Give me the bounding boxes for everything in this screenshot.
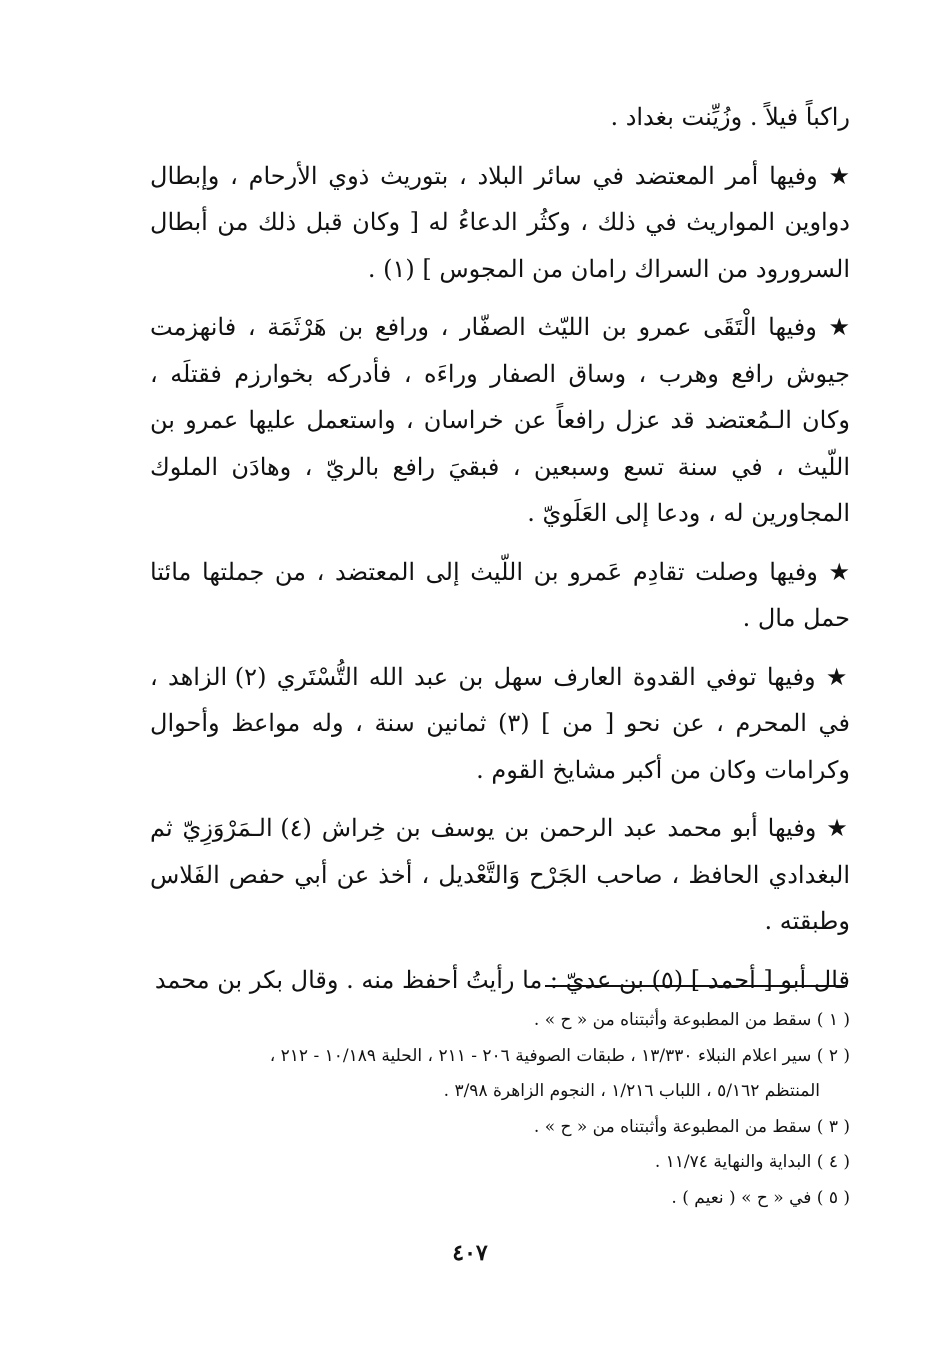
footnote: ( ٢ ) سير اعلام النبلاء ١٣/٣٣٠ ، طبقات الصوفية ٢٠٦ - ٢١١ ، الحلية ١٠/١٨٩ - ٢١٢ ، [269,1045,850,1066]
paragraph: قال أبو [ أحمد ] (٥) بن عديّ : ما رأيتُ أحفظ منه . وقال بكر بن محمد [154,965,850,994]
paragraph: ★ وفيها وصلت تقادِم عَمرو بن اللّيث إلى المعتضد ، من جملتها مائتا حمل مال . [150,557,850,632]
paragraph: ★ وفيها الْتَقَى عمرو بن الليّث الصفّار ، ورافع بن هَرْثَمَة ، فانهزمت جيوش رافع وهرب ، وساق الصفار وراءَه ، فأدركه بخوارزم فقتلَه ، وكان الـمُعتضد قد عزل رافعاً عن خراسان ، واستعمل عليها عمرو بن اللّيث ، في سنة تسع وسبعين ، فبقيَ رافع بالريّ ، وهادَن الملوك المجاورين له ، ودعا إلى العَلَويّ . [150,313,850,527]
footnote-continuation: المنتظم ٥/١٦٢ ، اللباب ١/٢١٦ ، النجوم الزاهرة ٣/٩٨ . [443,1081,820,1101]
paragraph: راكباً فيلاً . وزُيِّنت بغداد . [610,103,850,131]
footnotes [150,1003,850,1216]
footnote: ( ٥ ) في « ح » ( نعيم ) . [671,1187,850,1208]
paragraph: ★ وفيها أبو محمد عبد الرحمن بن يوسف بن خِراش (٤) الـمَرْوَزِيّ ثم البغدادي الحافظ ، صاحب الجَرْح وَالتَّعْديل ، أخذ عن أبي حفص الفَلاس وطبقته . [150,814,851,935]
main-text [150,94,850,1015]
footnote-divider [545,985,847,987]
paragraph: ★ وفيها توفي القدوة العارف سهل بن عبد الله التُّسْتَري (٢) الزاهد ، في المحرم ، عن نحو [ من ] (٣) ثمانين سنة ، وله مواعظ وأحوال وكرامات وكان من أكبر مشايخ القوم . [150,662,851,784]
footnote: ( ١ ) سقط من المطبوعة وأثبتناه من « ح » . [533,1010,850,1030]
paragraph: ★ وفيها أمر المعتضد في سائر البلاد ، بتوريث ذوي الأرحام ، وإبطال دواوين المواريث في ذلك ، وكثُر الدعاءُ له [ وكان قبل ذلك من أبطال السرورود من السراك رامان من المجوس ] (١) . [150,161,850,283]
footnote: ( ٤ ) البداية والنهاية ١١/٧٤ . [654,1152,850,1172]
page-number: ٤٠٧ [452,1240,488,1266]
footnote: ( ٣ ) سقط من المطبوعة وأثبتناه من « ح » . [533,1116,850,1137]
